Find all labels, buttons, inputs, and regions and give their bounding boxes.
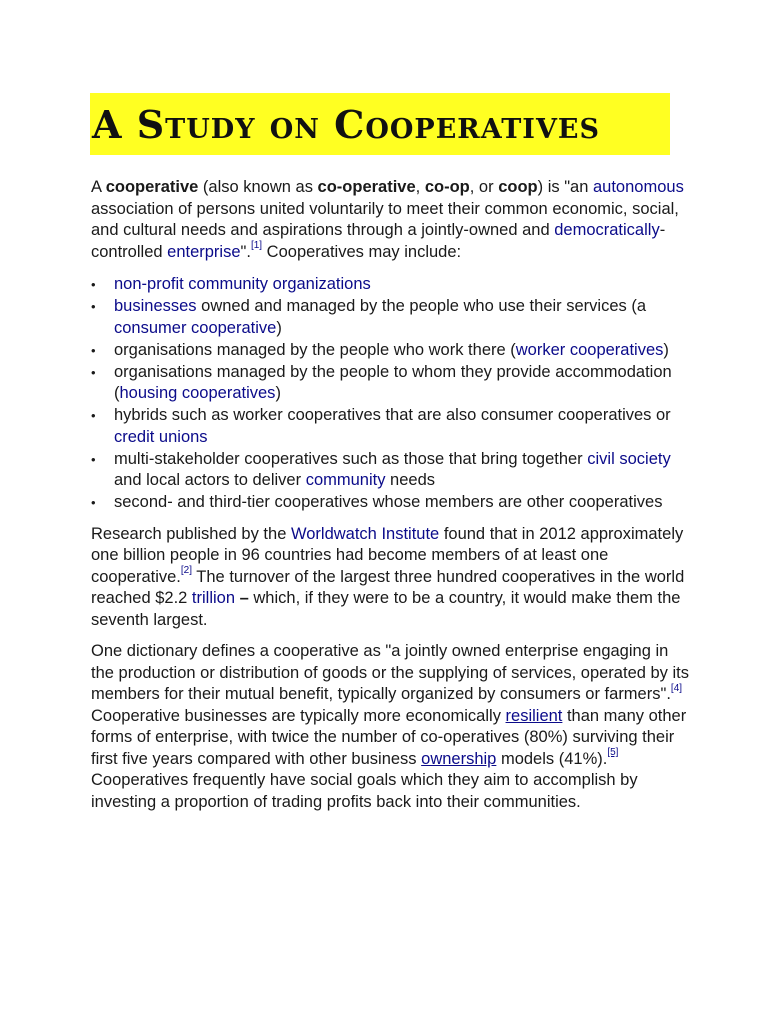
link-ownership[interactable]: ownership [421,749,497,768]
text: Research published by the [91,524,291,543]
definition-paragraph [91,641,691,813]
list-item [91,274,691,296]
text: association of persons united voluntarily to meet their common economic, social, and cultural needs and aspirations through a jointly-owned and [91,199,679,239]
text: and local actors to deliver [114,471,306,489]
text: A [91,178,106,196]
bullet-icon: • [91,299,96,314]
citation-5[interactable]: [5] [607,747,619,758]
text: One dictionary defines a cooperative as "a jointly owned enterprise engaging in the production or distribution of goods or the supplying of services, operated by its members for their mutual benefit, typically organized by consumers or farmers". [91,642,690,703]
link-worldwatch-institute[interactable]: Worldwatch Institute [290,524,440,543]
text: , or [469,178,499,196]
citation-2[interactable]: [2] [180,565,193,576]
link-civil-society[interactable]: civil society [587,449,671,468]
research-paragraph [91,524,691,632]
term-cooperative: cooperative [105,178,199,196]
text: Cooperatives may include: [262,242,462,261]
list-item [91,492,691,514]
list-item [91,340,691,362]
list-item [91,449,691,492]
text: Cooperatives frequently have social goals which they aim to accomplish by investing a proportion of trading profits back into their communities. [91,771,638,811]
text: found that in 2012 approximately one billion people in 96 countries had become members of at least one cooperative. [91,524,684,586]
link-non-profit-community-organizations[interactable]: non-profit community organizations [114,275,371,293]
text: multi-stakeholder cooperatives such as those that bring together [114,449,588,468]
citation-1[interactable]: [1] [250,240,263,251]
list-item [91,405,691,448]
text: ) [663,340,669,359]
link-enterprise[interactable]: enterprise [167,242,241,261]
link-businesses[interactable]: businesses [114,297,197,315]
link-credit-unions[interactable]: credit unions [114,427,208,446]
text: models (41%). [496,749,608,768]
bullet-icon: • [91,342,96,358]
bullet-icon: • [91,364,96,380]
bullet-icon: • [91,495,96,510]
link-trillion[interactable]: trillion [191,589,236,607]
bullet-icon: • [91,277,96,292]
text: Cooperative businesses are typically more economically [91,706,506,725]
link-housing-cooperatives[interactable]: housing cooperatives [119,384,276,402]
text: needs [385,471,436,489]
text: organisations managed by the people to whom they provide accommodation ( [114,362,672,402]
bullet-icon: • [91,408,96,423]
term-co-op: co-op [424,178,470,196]
text: The turnover of the largest three hundred cooperatives in the world reached $2.2 [91,567,685,607]
term-co-operative: co-operative [317,178,416,196]
text: ". [240,242,251,261]
text: than many other forms of enterprise, with twice the number of co-operatives (80%) surviving their first five years compared with other business [91,706,687,768]
cooperative-types-list [91,274,691,514]
citation-4[interactable]: [4] [670,682,683,694]
page-title: A Study on Cooperatives [92,102,600,147]
text: which, if they were to be a country, it would make them the seventh largest. [91,589,681,629]
text: -controlled [91,221,666,261]
term-coop: coop [498,178,538,196]
article-body [91,177,691,823]
text: owned and managed by the people who use their services (a [196,297,647,315]
dash: – [235,589,249,607]
text: ) [275,384,281,402]
text: second- and third-tier cooperatives whose members are other cooperatives [114,493,663,511]
link-democratically[interactable]: democratically [554,221,660,239]
link-resilient[interactable]: resilient [505,706,563,725]
intro-paragraph [91,177,691,263]
text: organisations managed by the people who work there ( [114,340,516,359]
link-consumer-cooperative[interactable]: consumer cooperative [114,318,277,337]
link-worker-cooperatives[interactable]: worker cooperatives [515,340,664,359]
link-community[interactable]: community [305,471,386,489]
text: hybrids such as worker cooperatives that are also consumer cooperatives or [114,406,671,424]
link-autonomous[interactable]: autonomous [593,178,684,196]
text: ) is "an [537,178,593,196]
text: (also known as [198,178,318,196]
list-item [91,296,691,339]
list-item [91,362,691,405]
text: ) [276,318,282,337]
bullet-icon: • [91,451,96,467]
text: , [415,178,425,196]
